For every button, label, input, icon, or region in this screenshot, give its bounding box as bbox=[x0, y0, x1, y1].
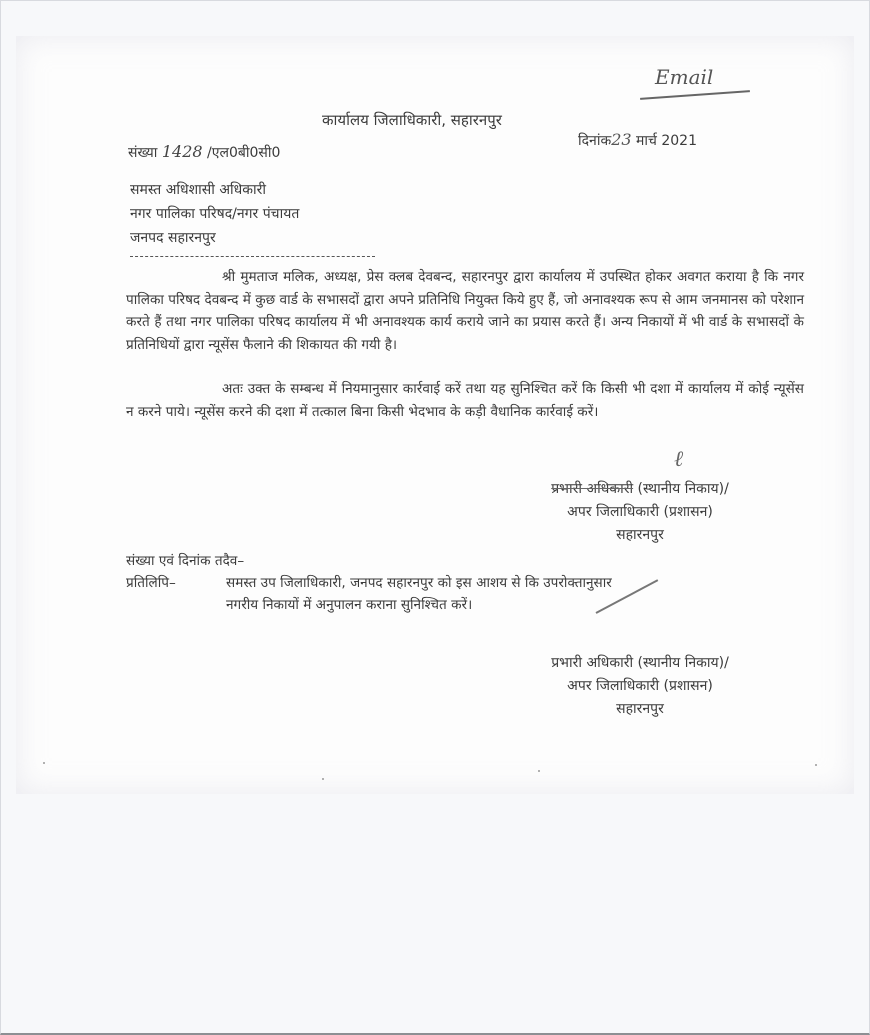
signature-2-line-1: प्रभारी अधिकारी (स्थानीय निकाय)/ bbox=[551, 655, 729, 671]
copy-header: संख्या एवं दिनांक तदैव– bbox=[126, 553, 245, 569]
office-title: कार्यालय जिलाधिकारी, सहारनपुर bbox=[322, 111, 502, 129]
signature-1-line-2: अपर जिलाधिकारी (प्रशासन) bbox=[567, 504, 713, 520]
signature-block-2 bbox=[500, 652, 780, 721]
addressee-line-3: जनपद सहारनपुर bbox=[130, 230, 216, 246]
body-paragraph-1: श्री मुमताज मलिक, अध्यक्ष, प्रेस क्लब देवबन्द, सहारनपुर द्वारा कार्यालय में उपस्थित होकर अवगत कराया है कि नगर पालिका परिषद देवबन्द में कुछ वार्ड के सभासदों द्वारा अपने प्रतिनिधि नियुक्त किये हुए हैं, जो अनावश्यक रूप से आम जनमानस को परेशान करते हैं तथा नगर पालिका परिषद कार्यालय में भी अनावश्यक कार्य कराये जाने का प्रयास करते हैं। अन्य निकायों में भी वार्ड के सभासदों के प्रतिनिधियों द्वारा न्यूसेंस फैलाने की शिकायत की गयी है। bbox=[126, 269, 804, 353]
signature-mark-1: ℓ bbox=[674, 447, 684, 472]
handwritten-email-note: Email bbox=[655, 65, 714, 89]
letter-date bbox=[578, 130, 697, 150]
addressee-divider bbox=[130, 256, 375, 257]
date-month-year: मार्च 2021 bbox=[636, 133, 697, 149]
signature-2-line-3: सहारनपुर bbox=[616, 701, 664, 717]
date-handwritten-day: 23 bbox=[611, 130, 632, 149]
reference-label: संख्या bbox=[128, 145, 158, 161]
reference-number bbox=[128, 142, 280, 162]
signature-2-line-2: अपर जिलाधिकारी (प्रशासन) bbox=[567, 678, 713, 694]
copy-label: प्रतिलिपि– bbox=[126, 575, 176, 591]
signature-1-line-1: प्रभारी अधिकारी (स्थानीय निकाय)/ bbox=[551, 481, 729, 497]
scan-speck bbox=[322, 778, 324, 780]
reference-suffix: /एल0बी0सी0 bbox=[207, 145, 281, 161]
date-label: दिनांक bbox=[578, 133, 612, 149]
signature-1-line-3: सहारनपुर bbox=[616, 527, 664, 543]
body-paragraph-2: अतः उक्त के सम्बन्ध में नियमानुसार कार्रवाई करें तथा यह सुनिश्चित करें कि किसी भी दशा में कार्यालय में कोई न्यूसेंस न करने पाये। न्यूसेंस करने की दशा में तत्काल बिना किसी भेदभाव के कड़ी वैधानिक कार्रवाई करें। bbox=[126, 381, 804, 420]
copy-line-1: समस्त उप जिलाधिकारी, जनपद सहारनपुर को इस आशय से कि उपरोक्तानुसार bbox=[226, 575, 612, 591]
addressee-line-1: समस्त अधिशासी अधिकारी bbox=[130, 182, 266, 198]
signature-block-1 bbox=[500, 478, 780, 547]
reference-handwritten-number: 1428 bbox=[161, 142, 203, 161]
scan-speck bbox=[43, 762, 45, 764]
scan-speck bbox=[815, 764, 817, 766]
scan-speck bbox=[538, 770, 540, 772]
copy-line-2: नगरीय निकायों में अनुपालन कराना सुनिश्चित करें। bbox=[226, 597, 473, 613]
addressee-line-2: नगर पालिका परिषद/नगर पंचायत bbox=[130, 206, 300, 222]
